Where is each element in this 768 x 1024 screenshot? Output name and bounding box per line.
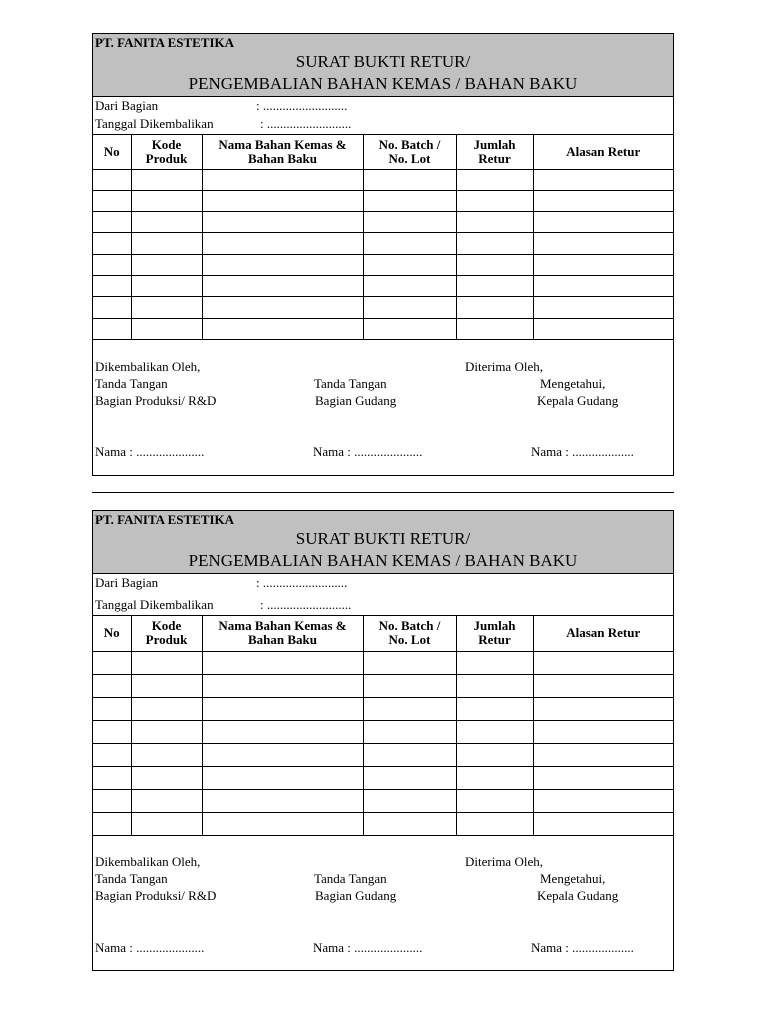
nama-field-1[interactable]: Nama : ..................... [95,939,205,955]
diterima-oleh-label: Diterima Oleh, [465,853,543,869]
table-cell[interactable] [363,766,456,789]
table-cell[interactable] [533,233,673,254]
table-row [93,720,673,743]
table-cell[interactable] [456,169,533,190]
table-cell[interactable] [93,812,131,835]
table-cell[interactable] [93,190,131,211]
return-form-1 [92,33,674,476]
table-cell[interactable] [131,697,202,720]
table-cell[interactable] [363,743,456,766]
table-cell[interactable] [202,674,363,697]
col-header-jumlah-retur: Jumlah Retur [456,135,533,169]
table-cell[interactable] [533,275,673,296]
table-row [93,651,673,674]
signature-role-3: Mengetahui, [540,375,606,391]
table-cell[interactable] [131,190,202,211]
table-cell[interactable] [533,674,673,697]
table-cell[interactable] [456,651,533,674]
table-row [93,812,673,835]
signature-dept-1: Bagian Produksi/ R&D [95,392,217,408]
table-cell[interactable] [456,275,533,296]
company-name: PT. FANITA ESTETIKA [95,512,235,527]
table-cell[interactable] [93,254,131,275]
dari-bagian-field[interactable]: : .......................... [256,575,348,590]
col-header-nama-bahan: Nama Bahan Kemas & Bahan Baku [202,135,363,169]
table-cell[interactable] [456,190,533,211]
table-cell[interactable] [363,190,456,211]
table-row [93,275,673,296]
tanggal-dikembalikan-label: Tanggal Dikembalikan [95,116,214,131]
table-row [93,318,673,339]
table-cell[interactable] [202,233,363,254]
table-cell[interactable] [131,743,202,766]
table-cell[interactable] [131,318,202,339]
nama-field-1[interactable]: Nama : ..................... [95,443,205,459]
table-cell[interactable] [363,169,456,190]
table-cell[interactable] [202,318,363,339]
table-cell[interactable] [131,720,202,743]
table-cell[interactable] [131,812,202,835]
table-cell[interactable] [202,766,363,789]
table-cell[interactable] [533,297,673,318]
tanggal-dikembalikan-field[interactable]: : .......................... [260,597,352,612]
tanggal-dikembalikan-field[interactable]: : .......................... [260,116,352,131]
table-cell[interactable] [533,789,673,812]
company-name: PT. FANITA ESTETIKA [95,35,235,50]
nama-field-3[interactable]: Nama : ................... [531,939,634,955]
table-cell[interactable] [533,720,673,743]
table-cell[interactable] [131,254,202,275]
table-cell[interactable] [202,697,363,720]
table-cell[interactable] [93,743,131,766]
table-cell[interactable] [93,674,131,697]
table-cell[interactable] [93,720,131,743]
dikembalikan-oleh-label: Dikembalikan Oleh, [95,358,201,374]
table-cell[interactable] [202,190,363,211]
dari-bagian-label: Dari Bagian [95,575,159,590]
table-cell[interactable] [456,318,533,339]
table-cell[interactable] [202,789,363,812]
form-title-line2: PENGEMBALIAN BAHAN KEMAS / BAHAN BAKU [188,74,578,93]
table-cell[interactable] [533,318,673,339]
signature-dept-1: Bagian Produksi/ R&D [95,887,217,903]
table-cell[interactable] [93,212,131,233]
table-cell[interactable] [202,275,363,296]
table-cell[interactable] [202,297,363,318]
items-body [93,169,673,339]
table-row [93,297,673,318]
table-row [93,743,673,766]
table-row [93,190,673,211]
table-cell[interactable] [363,318,456,339]
info-section [93,97,673,135]
table-row [93,766,673,789]
table-cell[interactable] [456,812,533,835]
col-header-alasan-retur: Alasan Retur [533,616,673,651]
signature-role-1: Tanda Tangan [95,375,168,391]
table-cell[interactable] [533,190,673,211]
table-cell[interactable] [202,720,363,743]
table-cell[interactable] [93,766,131,789]
dari-bagian-field[interactable]: : .......................... [256,98,348,113]
table-cell[interactable] [363,275,456,296]
table-row [93,789,673,812]
col-header-jumlah-retur: Jumlah Retur [456,616,533,651]
table-cell[interactable] [363,651,456,674]
table-cell[interactable] [131,766,202,789]
table-row [93,169,673,190]
table-cell[interactable] [131,169,202,190]
table-cell[interactable] [456,766,533,789]
table-cell[interactable] [363,233,456,254]
table-cell[interactable] [456,743,533,766]
table-cell[interactable] [533,812,673,835]
table-cell[interactable] [93,651,131,674]
diterima-oleh-label: Diterima Oleh, [465,358,543,374]
table-cell[interactable] [363,789,456,812]
signature-section [93,340,673,470]
table-cell[interactable] [131,789,202,812]
table-cell[interactable] [363,254,456,275]
table-cell[interactable] [131,212,202,233]
table-cell[interactable] [456,674,533,697]
signature-role-2: Tanda Tangan [314,870,387,886]
table-cell[interactable] [131,674,202,697]
table-cell[interactable] [93,789,131,812]
table-cell[interactable] [456,254,533,275]
nama-field-2[interactable]: Nama : ..................... [313,939,423,955]
table-cell[interactable] [93,169,131,190]
table-cell[interactable] [363,720,456,743]
signature-section [93,836,673,972]
cut-line-divider [92,492,674,493]
table-cell[interactable] [93,297,131,318]
table-row [93,254,673,275]
nama-field-3[interactable]: Nama : ................... [531,443,634,459]
table-cell[interactable] [202,743,363,766]
table-cell[interactable] [533,766,673,789]
form-title-line1: SURAT BUKTI RETUR/ [295,52,471,71]
table-cell[interactable] [456,212,533,233]
table-cell[interactable] [533,743,673,766]
col-header-batch-lot: No. Batch / No. Lot [363,616,456,651]
table-cell[interactable] [456,297,533,318]
signature-role-2: Tanda Tangan [314,375,387,391]
table-header-row [93,135,673,169]
table-cell[interactable] [202,651,363,674]
items-table [93,616,673,836]
table-cell[interactable] [533,697,673,720]
nama-field-2[interactable]: Nama : ..................... [313,443,423,459]
col-header-kode-produk: Kode Produk [131,135,202,169]
table-cell[interactable] [533,169,673,190]
return-form-2 [92,510,674,971]
dari-bagian-label: Dari Bagian [95,98,159,113]
signature-dept-3: Kepala Gudang [537,887,619,903]
signature-dept-3: Kepala Gudang [537,392,619,408]
form-header [93,511,673,574]
form-title-line2: PENGEMBALIAN BAHAN KEMAS / BAHAN BAKU [188,551,578,570]
table-cell[interactable] [533,651,673,674]
table-cell[interactable] [131,275,202,296]
col-header-no: No [93,616,131,651]
table-row [93,674,673,697]
col-header-kode-produk: Kode Produk [131,616,202,651]
col-header-batch-lot: No. Batch / No. Lot [363,135,456,169]
signature-dept-2: Bagian Gudang [315,887,397,903]
table-cell[interactable] [202,169,363,190]
table-cell[interactable] [131,297,202,318]
table-cell[interactable] [456,233,533,254]
col-header-nama-bahan: Nama Bahan Kemas & Bahan Baku [202,616,363,651]
col-header-alasan-retur: Alasan Retur [533,135,673,169]
table-cell[interactable] [456,697,533,720]
table-cell[interactable] [363,812,456,835]
table-cell[interactable] [456,720,533,743]
table-cell[interactable] [93,275,131,296]
signature-dept-2: Bagian Gudang [315,392,397,408]
table-row [93,233,673,254]
table-row [93,697,673,720]
table-cell[interactable] [456,789,533,812]
col-header-no: No [93,135,131,169]
tanggal-dikembalikan-label: Tanggal Dikembalikan [95,597,214,612]
table-cell[interactable] [93,318,131,339]
table-row [93,212,673,233]
table-cell[interactable] [202,212,363,233]
items-body [93,651,673,835]
table-cell[interactable] [202,254,363,275]
info-section [93,574,673,616]
table-cell[interactable] [363,674,456,697]
items-table [93,135,673,340]
table-cell[interactable] [363,297,456,318]
dikembalikan-oleh-label: Dikembalikan Oleh, [95,853,201,869]
signature-role-1: Tanda Tangan [95,870,168,886]
signature-role-3: Mengetahui, [540,870,606,886]
table-cell[interactable] [202,812,363,835]
table-cell[interactable] [93,697,131,720]
table-header-row [93,616,673,651]
table-cell[interactable] [131,233,202,254]
table-cell[interactable] [533,254,673,275]
table-cell[interactable] [93,233,131,254]
table-cell[interactable] [363,212,456,233]
table-cell[interactable] [131,651,202,674]
form-title-line1: SURAT BUKTI RETUR/ [295,529,471,548]
form-header [93,34,673,97]
table-cell[interactable] [363,697,456,720]
table-cell[interactable] [533,212,673,233]
